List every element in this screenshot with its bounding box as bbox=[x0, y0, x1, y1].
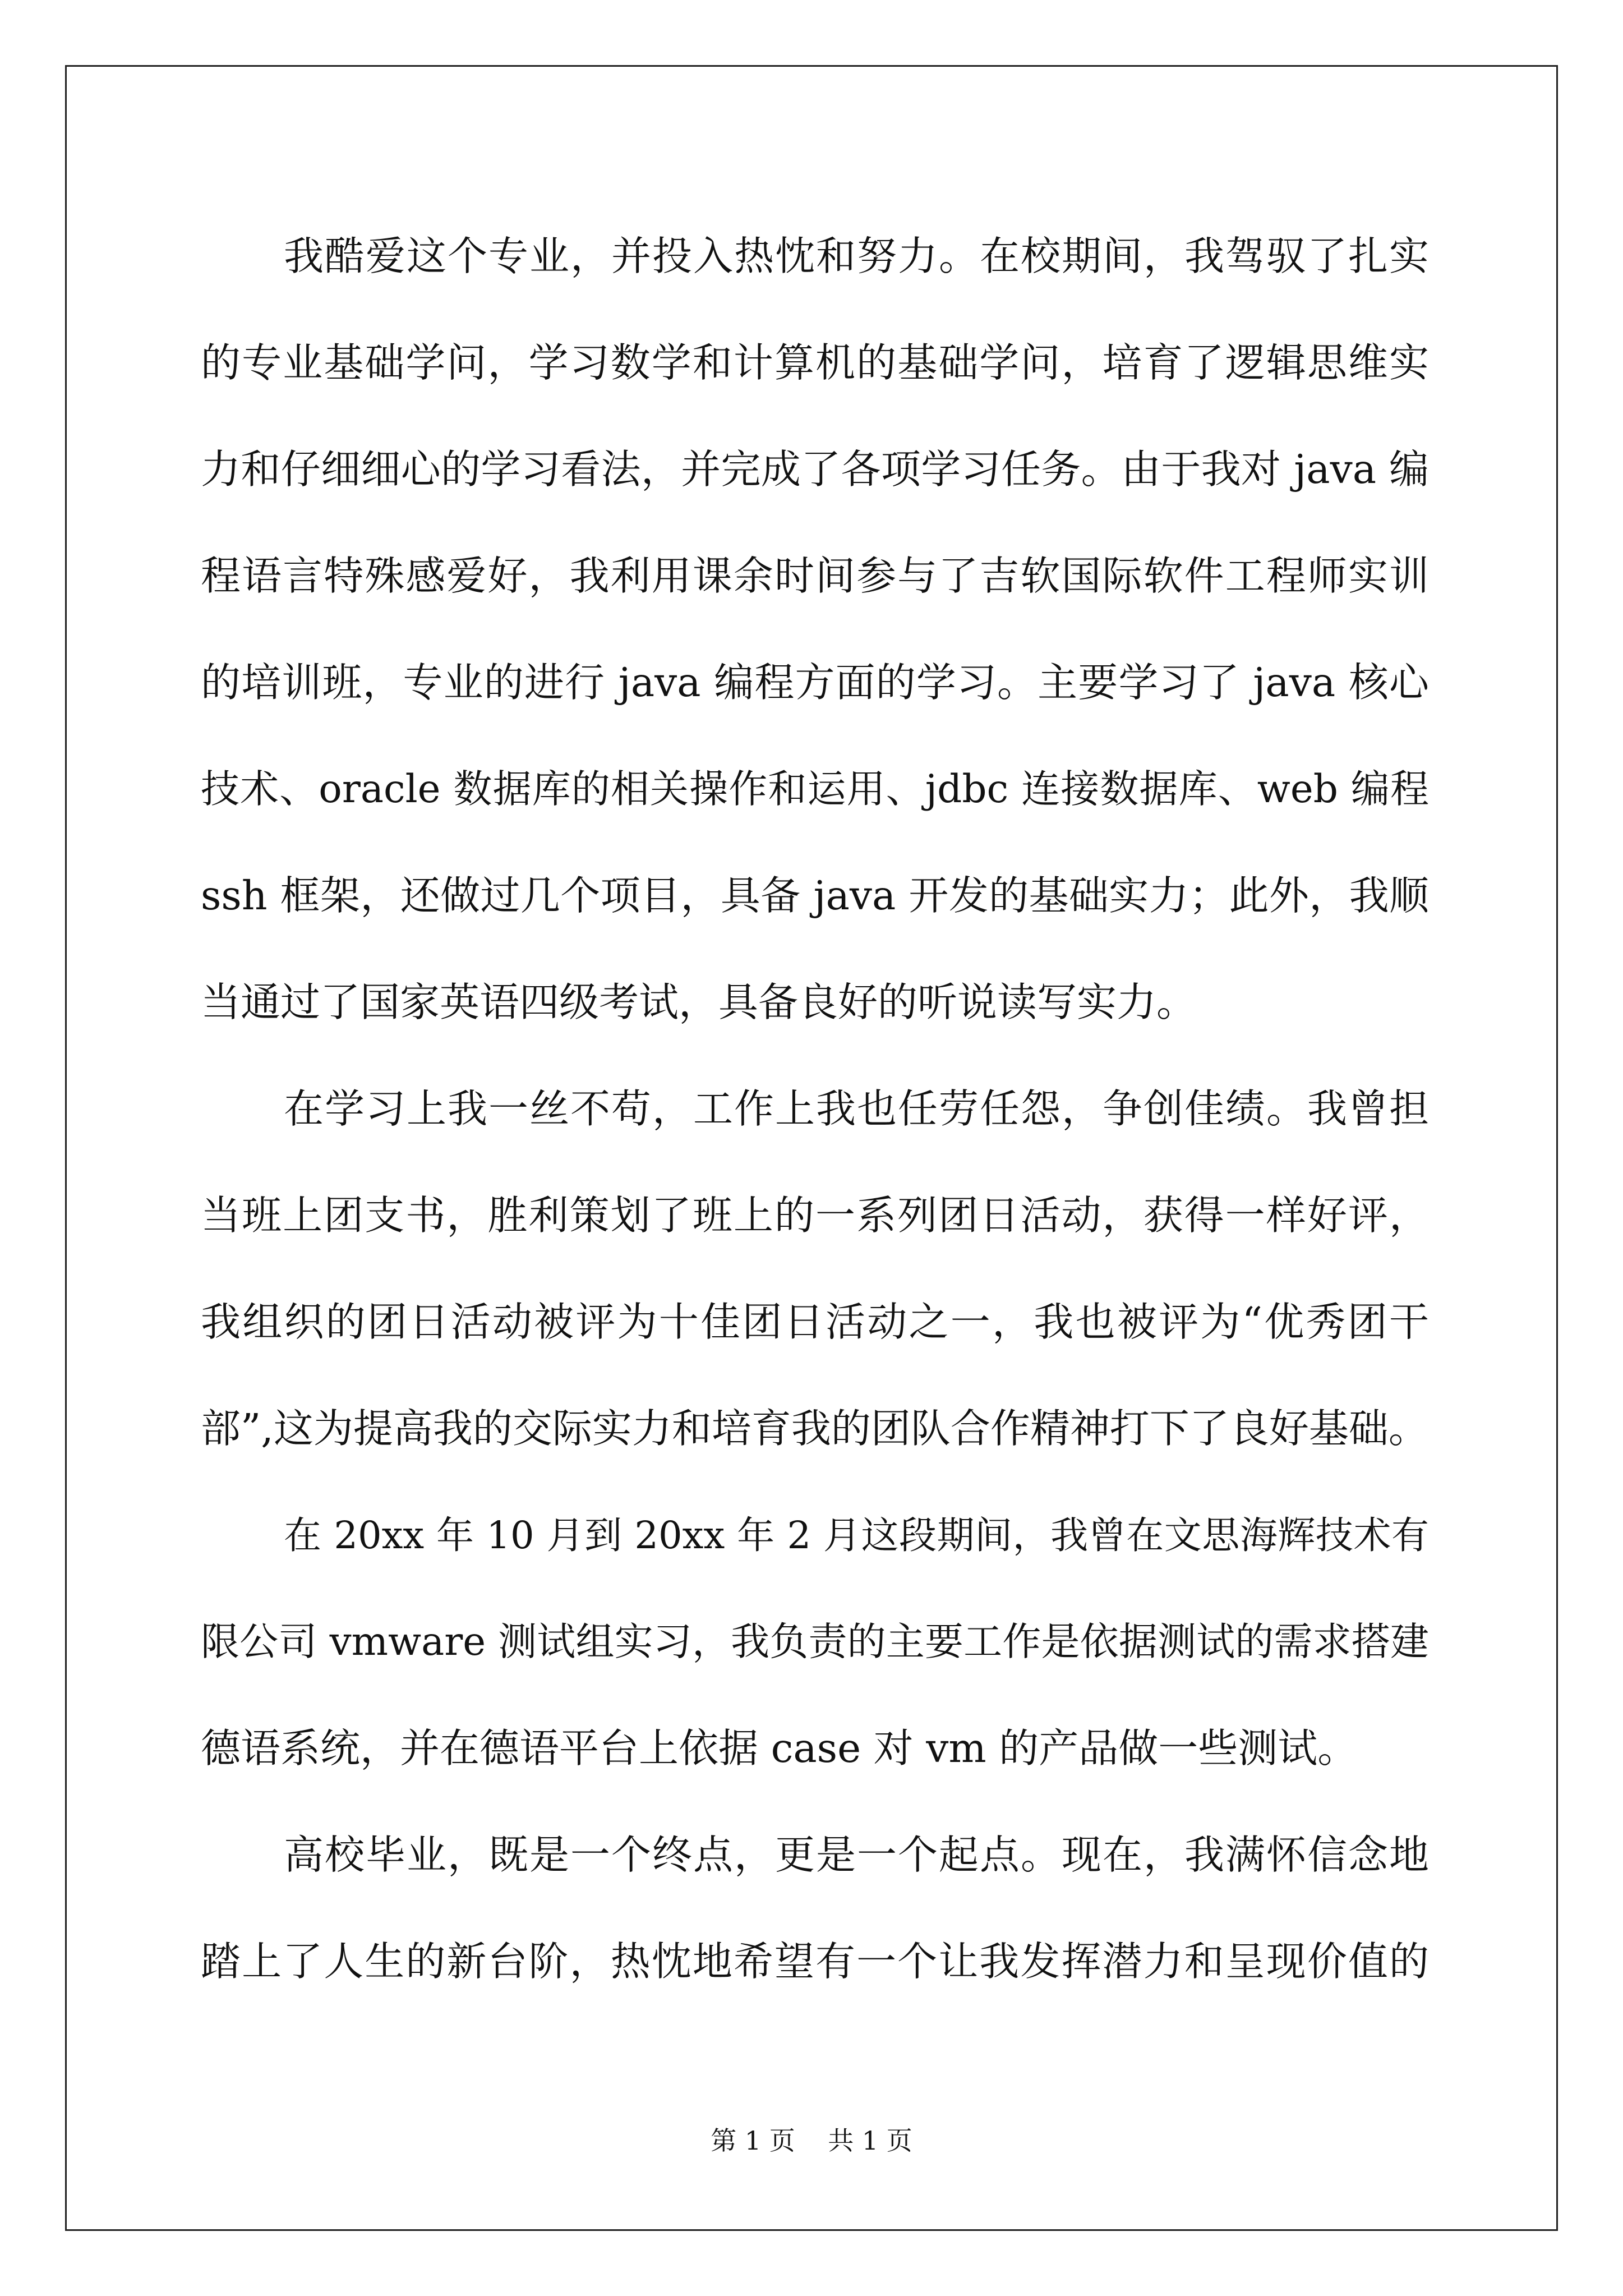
paragraph-4-line-1: 高校毕业，既是一个终点，更是一个起点。现在，我满怀信念地 bbox=[284, 1832, 1429, 1878]
paragraph-3-line-1: 在 20xx 年 10 月到 20xx 年 2 月这段期间，我曾在文思海辉技术有 bbox=[284, 1513, 1429, 1557]
paragraph-3-line-2: 限公司 vmware 测试组实习，我负责的主要工作是依据测试的需求搭建 bbox=[201, 1619, 1429, 1664]
paragraph-1-line-4: 程语言特殊感爱好，我利用课余时间参与了吉软国际软件工程师实训 bbox=[201, 553, 1429, 599]
paragraph-1-line-1: 我酷爱这个专业，并投入热忱和努力。在校期间，我驾驭了扎实 bbox=[284, 233, 1429, 279]
paragraph-2-line-1: 在学习上我一丝不苟，工作上我也任劳任怨，争创佳绩。我曾担 bbox=[284, 1085, 1429, 1132]
paragraph-1-line-6: 技术、oracle 数据库的相关操作和运用、jdbc 连接数据库、web 编程 bbox=[201, 767, 1429, 812]
paragraph-2-line-4: 部”,这为提高我的交际实力和培育我的团队合作精神打下了良好基础。 bbox=[201, 1405, 1428, 1452]
page-number-footer: 第 1 页 共 1 页 bbox=[711, 2125, 912, 2156]
paragraph-4-line-2: 踏上了人生的新台阶，热忱地希望有一个让我发挥潜力和呈现价值的 bbox=[201, 1938, 1429, 1985]
document-body bbox=[201, 203, 1429, 2015]
paragraph-1-line-7: ssh 框架，还做过几个项目，具备 java 开发的基础实力；此外，我顺 bbox=[201, 872, 1429, 919]
paragraph-3-line-3: 德语系统，并在德语平台上依据 case 对 vm 的产品做一些测试。 bbox=[201, 1725, 1358, 1772]
paragraph-2-line-2: 当班上团支书，胜利策划了班上的一系列团日活动，获得一样好评， bbox=[201, 1192, 1429, 1239]
paragraph-1-line-2: 的专业基础学问，学习数学和计算机的基础学问，培育了逻辑思维实 bbox=[201, 339, 1429, 386]
paragraph-1-line-5: 的培训班，专业的进行 java 编程方面的学习。主要学习了 java 核心 bbox=[201, 659, 1429, 706]
paragraph-1-line-3: 力和仔细细心的学习看法，并完成了各项学习任务。由于我对 java 编 bbox=[201, 446, 1429, 493]
paragraph-1-line-8: 当通过了国家英语四级考试，具备良好的听说读写实力。 bbox=[201, 979, 1197, 1025]
paragraph-2-line-3: 我组织的团日活动被评为十佳团日活动之一，我也被评为“优秀团干 bbox=[201, 1299, 1429, 1345]
